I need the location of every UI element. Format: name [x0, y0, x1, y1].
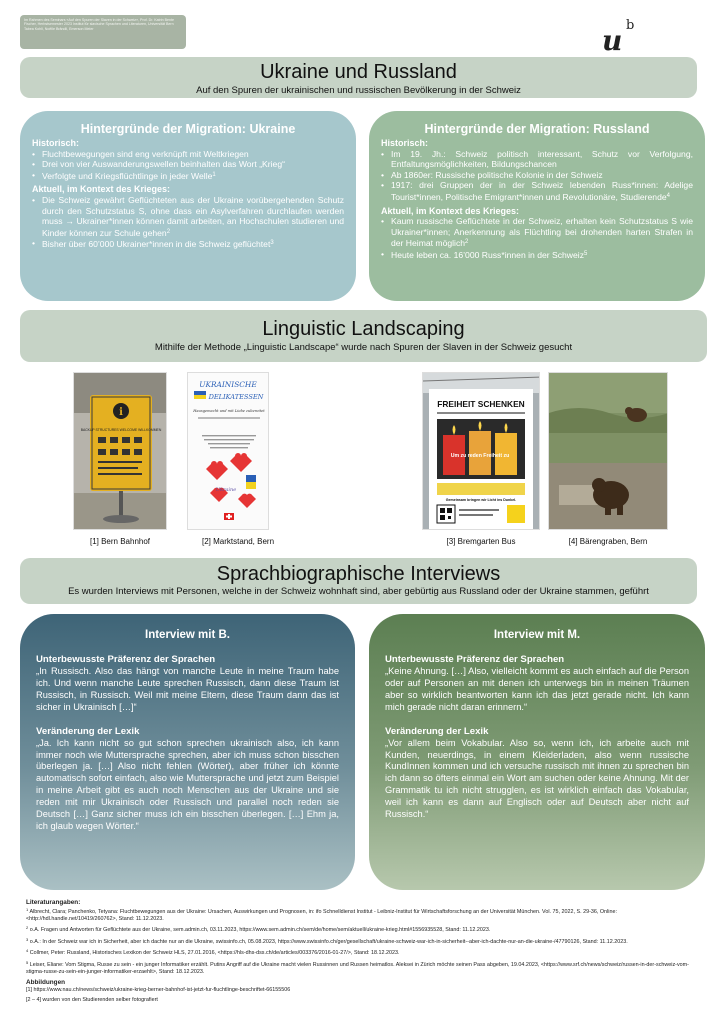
figure-source-item: [2 – 4] wurden von den Studierenden selber fotografiert [26, 996, 158, 1003]
svg-text:i: i [119, 407, 123, 418]
interview-b-box [20, 614, 355, 890]
interview-m-heading-1: Unterbewusste Präferenz der Sprachen [385, 654, 565, 665]
list-item: • Die Schweiz gewährt Geflüchteten aus der Ukraine vorübergehenden Schutz durch den Schutzstatus S, ohne dass ein Asylverfahren durchlaufen werden muss → Ukrainer*innen können damit arbeiten, an Hochschulen studieren und Kinder können zur Schule gehen$^2$ [32, 195, 344, 238]
svg-text:Hausgemacht und mit Liebe zube: Hausgemacht und mit Liebe zubereitet [193, 409, 265, 413]
footnote-ref: 1 [212, 171, 216, 178]
seminar-info: Im Rahmen des Seminars «Auf den Spuren der Slaven in der Schweiz», Prof. Dr. Katrin Bente Fischer, Herbstsemester 2023 Institut für slavische Sprachen und Literaturen, Universität Bern Tabea Kohli, Noëlle Brändli, Emerson Meier [20, 15, 186, 49]
svg-text:Um zu reden Freiheit zu: Um zu reden Freiheit zu [450, 453, 510, 459]
logo-letter-u: u [602, 24, 623, 57]
list-item: • Kaum russische Geflüchtete in der Schweiz, erhalten kein Schutzstatus S wie Ukrainer*innen; Anerkennung als Flüchtling bei drohenden harten Strafen in der Heimat möglich$^2$ [381, 216, 693, 249]
university-logo [600, 18, 640, 60]
footnote-ref: 3 [270, 240, 274, 247]
interview-b-quote-1: „In Russisch. Also das hängt von manche Leute in meine Traum habe ich. Und wenn manche Leute sprechen Russisch, dann diese Traum ist Russisch, in Russisch. Weil mit meine Eltern, diese Traum dann das ist sicher in Ukrainisch […]“ [36, 666, 339, 712]
russia-current-label: Aktuell, im Kontext des Krieges: [381, 205, 520, 216]
footnote-ref: 2 [465, 239, 469, 246]
photo-baerengraben [548, 372, 668, 530]
svg-text:UKRAINISCHE: UKRAINISCHE [199, 380, 257, 389]
interview-m-heading-2: Veränderung der Lexik [385, 725, 489, 737]
figure-source-item: [1] https://www.nau.ch/news/schweiz/ukraine-krieg-berner-bahnhof-ist-jetzt-fur-fluchtlinge-beschriftet-66155506 [26, 987, 291, 994]
list-item: • Im 19. Jh.: Schweiz politisch interessant, Schutz vor Verfolgung, Entfaltungsmöglichkeiten, Bildungschancen [381, 149, 693, 170]
ukraine-current-label: Aktuell, im Kontext des Krieges: [32, 184, 171, 195]
interview-m-quote-1: „Keine Ahnung. […] Also, vielleicht kommt es auch einfach auf die Person oder auf Personen an mit denen ich unterwegs bin in meinen Träumen aber so wirklich beantworten kann ich das jetzt gerade nicht. Ich kann mich gerade nicht daran erinnern.“ [385, 666, 689, 712]
reference-item: $^5$ Leiser, Eliane: Vom Stigma, Russe zu sein - ein junger Informatiker erzählt. Putins Angriff auf die Ukraine macht vielen Russinnen und Russen heimatlos. Aleksei in Zürich möchte seinen Pass abgeben, 19.04.2023, <https://www.srf.ch/news/schweiz/russen-in-der-schweiz-vom-stigma-russe-zu-sein-ein-junger-informatiker-erzaehlt>, Stand: 18.12.2023. [26, 959, 689, 975]
reference-item: $^4$ Collmer, Peter: Russland, Historisches Lexikon der Schweiz HLS, 27.01.2016, <https://hls-dhs-dss.ch/de/articles/003376/2016-01-27/>, Stand: 18.12.2023. [26, 948, 400, 957]
references [26, 898, 706, 1006]
caption-photo-1: [1] Bern Bahnhof [89, 537, 151, 546]
section-title: Linguistic Landscaping [262, 318, 465, 340]
footnote-ref: 5 [584, 250, 588, 257]
footnote-ref: 4 [666, 192, 670, 199]
russia-historic-label: Historisch: [381, 138, 429, 148]
poster-subtitle: Auf den Spuren der ukrainischen und russischen Bevölkerung in der Schweiz [196, 85, 521, 96]
migration-ukraine-title: Hintergründe der Migration: Ukraine [80, 122, 296, 136]
ukraine-russia-banner [20, 57, 697, 98]
caption-photo-4: [4] Bärengraben, Bern [568, 537, 648, 546]
linguistic-landscaping-banner [20, 310, 707, 362]
svg-text:Ukraine: Ukraine [215, 487, 237, 493]
interview-m-title: Interview mit M. [493, 629, 581, 641]
list-item: • Ab 1860er: Russische politische Kolonie in der Schweiz [381, 170, 693, 181]
photo-marktstand [187, 372, 269, 530]
migration-russia-box [369, 111, 705, 301]
ukraine-current-list [32, 195, 344, 250]
russia-current-list [381, 216, 693, 260]
list-item: • 1917: drei Gruppen der in der Schweiz lebenden Russ*innen: Adelige Tourist*innen, Politische Emigrant*innen und Revolutionäre, Studierende$^4$ [381, 180, 693, 202]
section-title: Sprachbiographische Interviews [216, 563, 501, 585]
list-item: • Drei von vier Auswanderungswellen beinhalten das Wort „Krieg“ [32, 159, 344, 170]
ukraine-historic-label: Historisch: [32, 138, 80, 148]
list-item: • Verfolgte und Kriegsflüchtlinge in jeder Welle$^1$ [32, 170, 344, 182]
interview-b-quote-2: „Ja. Ich kann nicht so gut schon sprechen ukrainisch also, ich kann immer noch wie Muttersprache sprechen, aber ich muss schon bisschen überlegen ja. […] Also nicht fehlen (Wörter), aber früher ich könnte automatisch sofort einfach, also wie Muttersprache und jetzt zum Beispiel in meine Arbeit gibt es auch noch Menschen aus der Ukraine und sie reden mit mir Ukrainisch oder Russisch und parallel noch reden sie Deutsch […] Ganz sicher muss ich ein bisschen überlegen. […] Ehm ja, ich glaub wegen Wörter.“ [36, 737, 339, 831]
migration-ukraine-box [20, 111, 356, 301]
ukraine-historic-list [32, 149, 344, 182]
caption-photo-3: [3] Bremgarten Bus [446, 537, 516, 546]
list-item: • Fluchtbewegungen sind eng verknüpft mit Weltkriegen [32, 149, 344, 160]
reference-item: $^1$ Albrecht, Clara; Panchenko, Tetyana: Fluchtbewegungen aus der Ukraine: Ursachen, Auswirkungen und Prognosen, in: ifo Schnelldienst Institut - Leibniz-Institut für Wirtschaftsforschung an der Universität München. Vol. 75, 2022, S. 29-36, Online: <http://hdl.handle.net/10419/260762>, Stand: 11.12.2023. [26, 907, 617, 922]
russia-historic-list [381, 149, 693, 203]
svg-text:FREIHEIT SCHENKEN: FREIHEIT SCHENKEN [437, 399, 525, 409]
footnote-ref: 2 [166, 228, 171, 235]
caption-photo-2: [2] Marktstand, Bern [201, 537, 275, 546]
migration-russia-title: Hintergründe der Migration: Russland [424, 122, 650, 136]
interview-b-heading-2: Veränderung der Lexik [36, 725, 140, 737]
list-item: • Heute leben ca. 16’000 Russ*innen in der Schweiz$^5$ [381, 249, 693, 261]
interview-m-quote-2: „Vor allem beim Vokabular. Also so, wenn ich, ich arbeite auch mit Kunden, neuerdings, in einem Kleiderladen, also wenn russische KundInnen kommen und ich versuche russisch mit ihnen zu sprechen bin ich dann so öfters einmal ein Wort am suchen oder keine Ahnung. Mit der Grammatik tu ich nicht strugglen, es ist wirklich einfach das Vokabular, weil ich kann es dann auf Englisch oder auf Deutsch aber nicht auf Russisch.“ [385, 737, 689, 820]
interview-b-title: Interview mit B. [145, 629, 230, 641]
interviews-banner [20, 558, 697, 604]
interview-m-box [369, 614, 705, 890]
photo-bern-bahnhof [73, 372, 167, 530]
section-subtitle: Es wurden Interviews mit Personen, welche in der Schweiz wohnhaft sind, aber gebürtig aus Russland oder der Ukraine stammen, geführt [68, 586, 649, 597]
interview-b-heading-1: Unterbewusste Präferenz der Sprachen [36, 654, 216, 665]
svg-text:DELIKATESSEN: DELIKATESSEN [208, 393, 264, 401]
references-heading: Literaturangaben: [26, 899, 81, 906]
reference-item: $^3$ o.A.: In der Schweiz war ich in Sicherheit, aber ich dachte nur an die Ukraine, swissinfo.ch, 05.08.2023, https://www.swissinfo.ch/ger/gesellschaft/ukraine-schweiz-war-ich-in-sicherheit--aber-ich-dachte-nur-an-die-ukraine-/47790126, Stand: 11.12.2023. [26, 936, 628, 945]
figures-heading: Abbildungen [26, 979, 66, 987]
reference-item: $^2$ o.A. Fragen und Antworten für Geflüchtete aus der Ukraine, sem.admin.ch, 03.11.2023, https://www.sem.admin.ch/sem/de/home/sem/aktuell/ukraine-krieg.html#1556935528, Stand: 11.12.2023. [26, 925, 491, 934]
photo-bremgarten-bus [422, 372, 540, 530]
logo-letter-b: b [626, 18, 635, 33]
section-subtitle: Mithilfe der Methode „Linguistic Landscape“ wurde nach Spuren der Slaven in der Schweiz gesucht [154, 342, 573, 353]
svg-text:BACKUP STRUCTURES WELCOME WILL: BACKUP STRUCTURES WELCOME WILLKOMMEN [80, 428, 162, 432]
svg-text:Gemeinsam bringen wir Licht in: Gemeinsam bringen wir Licht ins Dunkel. [445, 498, 517, 502]
poster-title: Ukraine und Russland [260, 61, 457, 83]
list-item: • Bisher über 60’000 Ukrainer*innen in die Schweiz geflüchtet$^3$ [32, 238, 344, 250]
